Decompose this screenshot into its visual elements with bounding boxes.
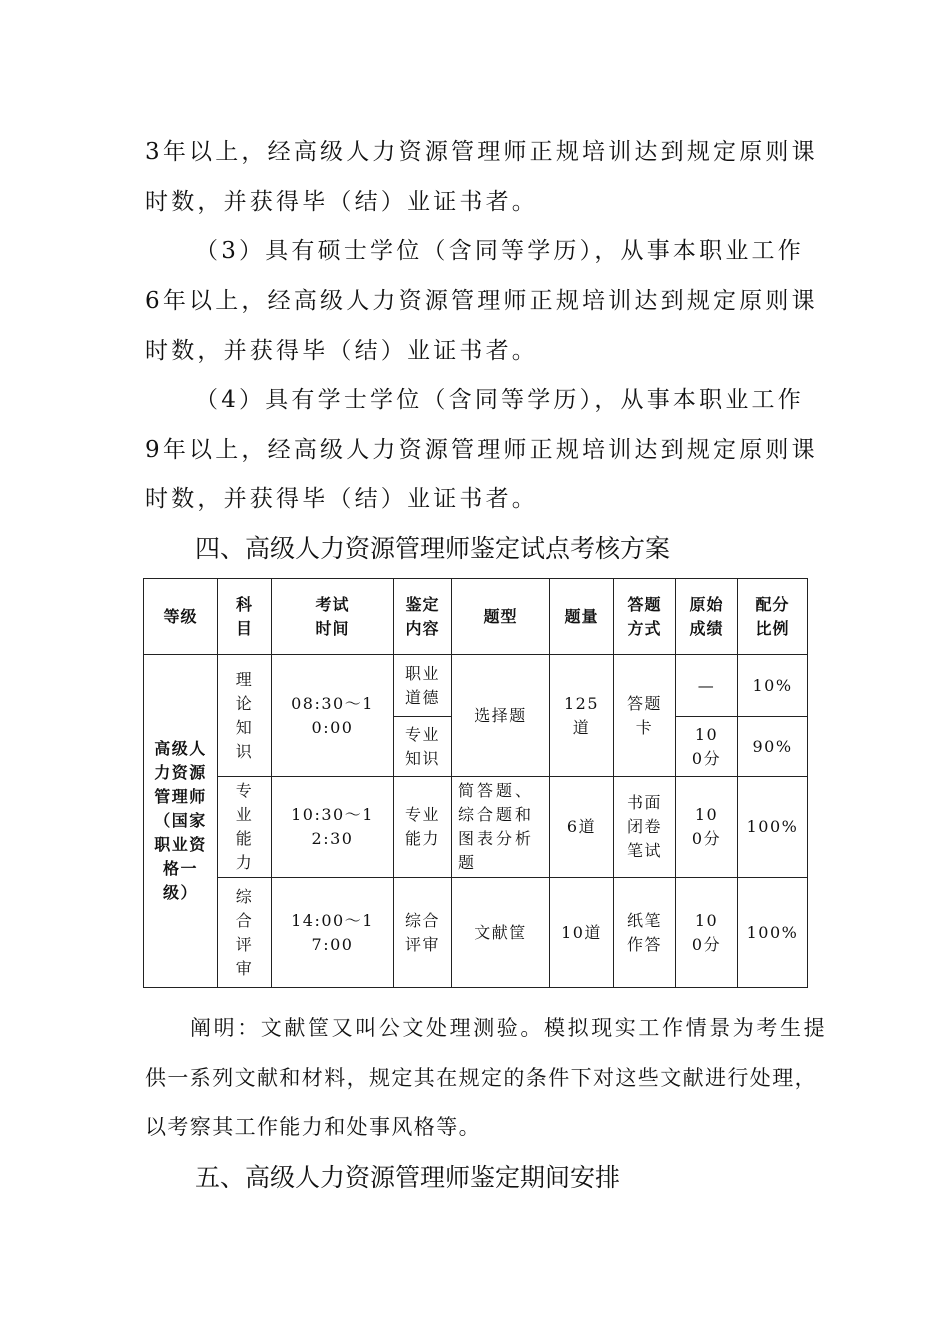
time-cell: 10:30～12:30 (272, 777, 394, 878)
score-cell: — (676, 655, 738, 717)
header-quantity: 题量 (550, 579, 614, 655)
method-cell: 答题卡 (614, 655, 676, 777)
section-4-title: 四、高级人力资源管理师鉴定试点考核方案 (195, 534, 671, 563)
paragraph-line: （3）具有硕士学位（含同等学历），从事本职业工作 (195, 238, 804, 264)
method-cell: 纸笔作答 (614, 878, 676, 988)
table-row (144, 655, 808, 717)
note-line: 以考察其工作能力和处事风格等。 (145, 1115, 481, 1139)
type-cell: 选择题 (452, 655, 550, 777)
subject-cell: 专业能力 (218, 777, 272, 878)
score-cell: 100分 (676, 777, 738, 878)
ratio-cell: 100% (738, 878, 808, 988)
note-line: 阐明：文献筐又叫公文处理测验。模拟现实工作情景为考生提 (190, 1016, 828, 1040)
type-cell: 简答题、综合题和图表分析题 (452, 777, 550, 878)
paragraph-line: 时数，并获得毕（结）业证书者。 (145, 189, 538, 215)
ratio-cell: 90% (738, 717, 808, 777)
table-row (144, 878, 808, 988)
note-line: 供一系列文献和材料，规定其在规定的条件下对这些文献进行处理， (145, 1066, 817, 1090)
paragraph-line: 6年以上，经高级人力资源管理师正规培训达到规定原则课 (145, 288, 818, 314)
paragraph-line: 3年以上，经高级人力资源管理师正规培训达到规定原则课 (145, 139, 818, 165)
content-cell: 专业能力 (394, 777, 452, 878)
paragraph-line: 时数，并获得毕（结）业证书者。 (145, 338, 538, 364)
content-cell: 综合评审 (394, 878, 452, 988)
paragraph-line: （4）具有学士学位（含同等学历），从事本职业工作 (195, 387, 804, 413)
quantity-cell: 125道 (550, 655, 614, 777)
subject-cell: 综合评审 (218, 878, 272, 988)
content-cell: 专业知识 (394, 717, 452, 777)
score-cell: 100分 (676, 717, 738, 777)
assessment-table (143, 578, 808, 988)
header-exam-time: 考试时间 (272, 579, 394, 655)
grade-cell: 高级人力资源管理师（国家职业资格一级） (144, 655, 218, 988)
header-raw-score: 原始成绩 (676, 579, 738, 655)
header-grade: 等级 (144, 579, 218, 655)
subject-cell: 理论知识 (218, 655, 272, 777)
section-5-title: 五、高级人力资源管理师鉴定期间安排 (195, 1163, 621, 1192)
header-subject: 科目 (218, 579, 272, 655)
content-cell: 职业道德 (394, 655, 452, 717)
header-ratio: 配分比例 (738, 579, 808, 655)
ratio-cell: 10% (738, 655, 808, 717)
table-header-row (144, 579, 808, 655)
quantity-cell: 6道 (550, 777, 614, 878)
header-answer-method: 答题方式 (614, 579, 676, 655)
method-cell: 书面闭卷笔试 (614, 777, 676, 878)
ratio-cell: 100% (738, 777, 808, 878)
table-row (144, 777, 808, 878)
time-cell: 14:00～17:00 (272, 878, 394, 988)
header-question-type: 题型 (452, 579, 550, 655)
paragraph-line: 时数，并获得毕（结）业证书者。 (145, 486, 538, 512)
paragraph-line: 9年以上，经高级人力资源管理师正规培训达到规定原则课 (145, 437, 818, 463)
score-cell: 100分 (676, 878, 738, 988)
time-cell: 08:30～10:00 (272, 655, 394, 777)
quantity-cell: 10道 (550, 878, 614, 988)
type-cell: 文献筐 (452, 878, 550, 988)
header-content: 鉴定内容 (394, 579, 452, 655)
